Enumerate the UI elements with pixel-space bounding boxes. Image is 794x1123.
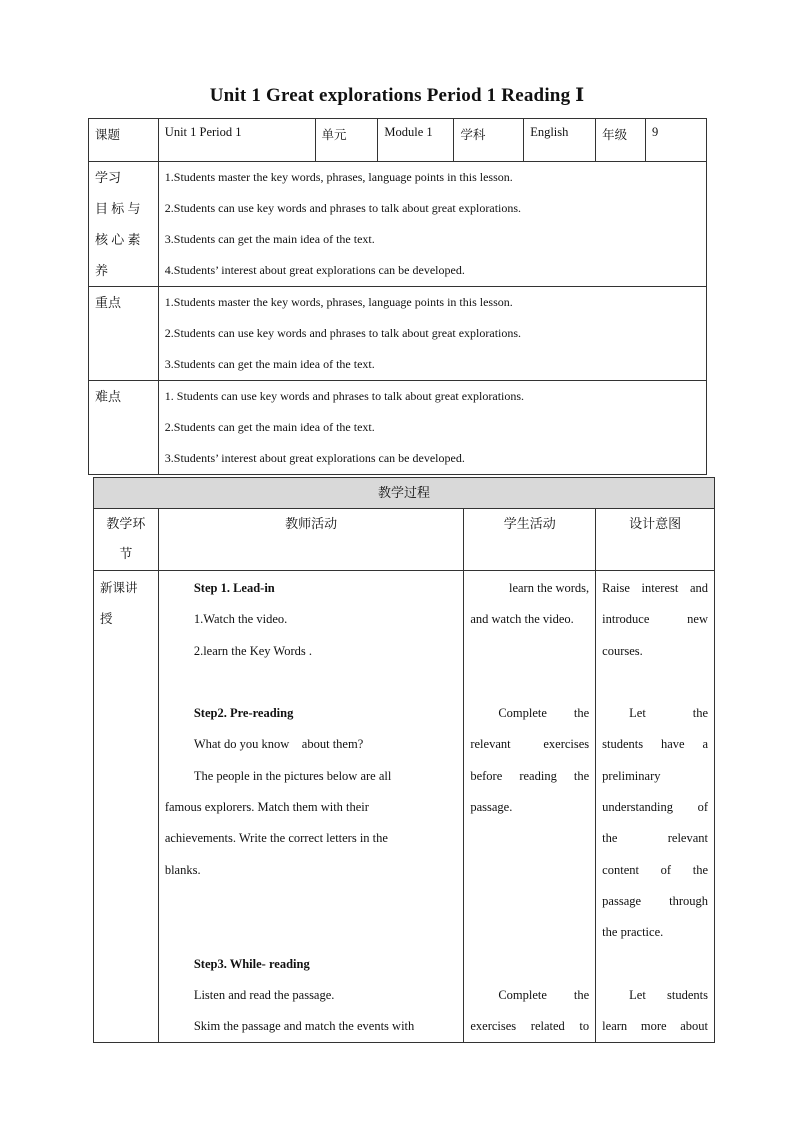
list-item: achievements. Write the correct letters in the	[164, 831, 388, 846]
teaching-process-table	[93, 477, 715, 1043]
grade-label: 年级	[596, 119, 646, 162]
unit-label: 单元	[315, 119, 378, 162]
list-item: 2.Students can use key words and phrases to talk about great explorations.	[164, 326, 522, 340]
list-item: 2.Students can get the main idea of the text.	[164, 420, 375, 434]
key-points-list	[158, 287, 706, 381]
col-stage-header: 教学环 节	[94, 509, 159, 571]
list-item: famous explorers. Match them with their	[164, 800, 369, 815]
col-design-header: 设计意图	[596, 509, 715, 571]
difficulties-label: 难点	[89, 381, 159, 475]
step2-title: Step2. Pre-reading	[193, 706, 294, 721]
step3-title: Step3. While- reading	[193, 956, 310, 971]
unit-value: Module 1	[378, 119, 454, 162]
page-title: Unit 1 Great explorations Period 1 Reading Ⅰ	[209, 85, 585, 106]
section-label: 新课讲 授	[94, 571, 159, 1043]
teacher-activities	[158, 571, 464, 1043]
list-item: The people in the pictures below are all	[193, 768, 392, 783]
difficulties-list	[158, 381, 706, 475]
list-item: 1.Watch the video.	[193, 612, 288, 627]
design-intent: Raise interest and introduce new courses. Let the students have a preliminary understanding of the relevant content of the passage through the practice. Let students learn more about	[596, 571, 715, 1043]
goals-list	[158, 162, 706, 287]
col-teacher-header: 教师活动	[158, 509, 464, 571]
col-student-header: 学生活动	[464, 509, 596, 571]
subject-label: 学科	[454, 119, 524, 162]
goals-label: 学习 目 标 与 核 心 素 养	[89, 162, 159, 287]
list-item: blanks.	[164, 862, 201, 877]
list-item: 4.Students’ interest about great explorations can be developed.	[164, 263, 465, 277]
grade-value: 9	[646, 119, 707, 162]
list-item: 2.Students can use key words and phrases to talk about great explorations.	[164, 201, 522, 215]
list-item: 3.Students’ interest about great explorations can be developed.	[164, 451, 465, 465]
list-item: 2.learn the Key Words .	[193, 643, 313, 658]
list-item: 1. Students can use key words and phrases to talk about great explorations.	[164, 389, 525, 403]
list-item: 1.Students master the key words, phrases, language points in this lesson.	[164, 170, 513, 184]
list-item: 3.Students can get the main idea of the text.	[164, 232, 375, 246]
topic-label: 课题	[89, 119, 159, 162]
process-header: 教学过程	[94, 478, 715, 509]
list-item: 1.Students master the key words, phrases, language points in this lesson.	[164, 295, 513, 309]
topic-value: Unit 1 Period 1	[158, 119, 315, 162]
list-item: 3.Students can get the main idea of the text.	[164, 357, 375, 371]
list-item: Skim the passage and match the events with	[193, 1019, 415, 1034]
step2-question: What do you know about them?	[193, 737, 364, 752]
subject-value: English	[524, 119, 596, 162]
key-points-label: 重点	[89, 287, 159, 381]
lesson-info-table	[88, 118, 707, 475]
list-item: Listen and read the passage.	[193, 987, 335, 1002]
student-activities: learn the words, and watch the video. Complete the relevant exercises before reading the passage. Complete the exercises related to	[464, 571, 596, 1043]
step1-title: Step 1. Lead-in	[193, 581, 275, 595]
